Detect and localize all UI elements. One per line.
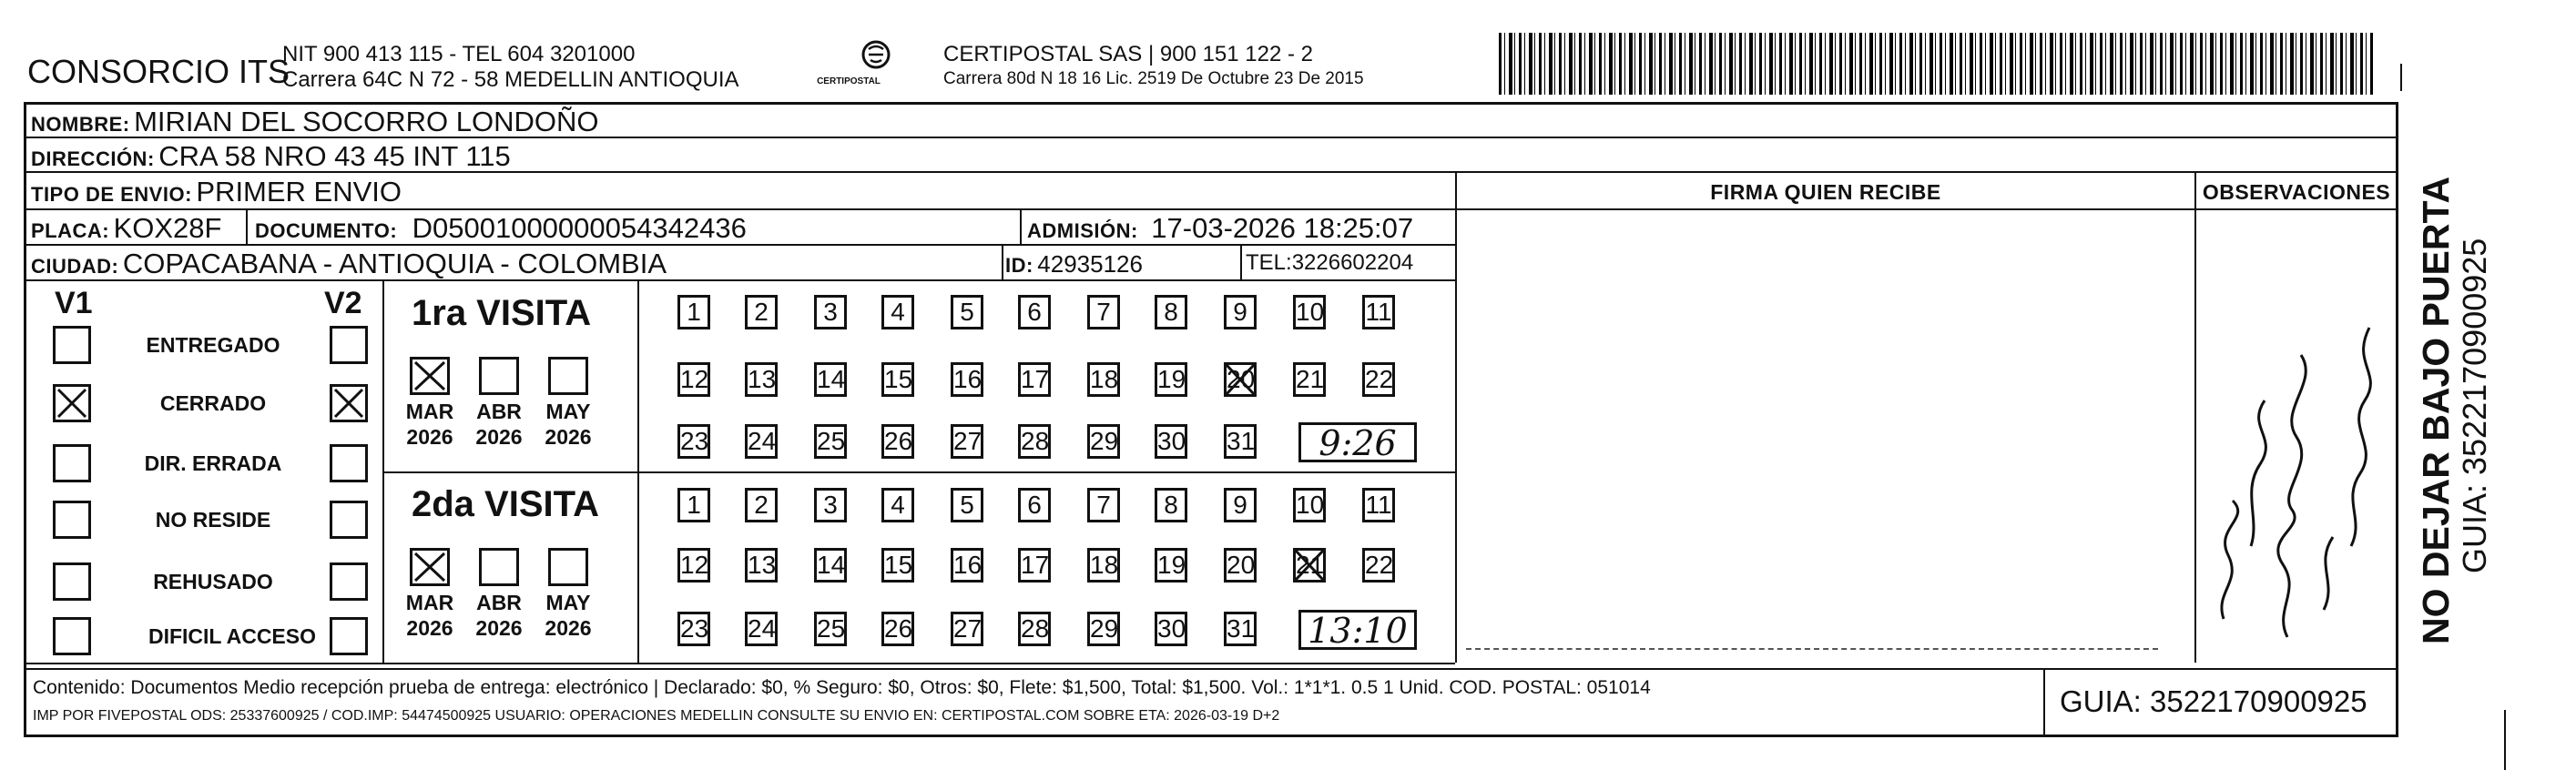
day-checkbox[interactable]: 6	[1018, 295, 1051, 329]
barcode	[1499, 33, 2373, 95]
day-checkbox[interactable]: 5	[951, 295, 983, 329]
day-checkbox[interactable]: 23	[677, 612, 710, 646]
check-mark-icon	[56, 387, 88, 420]
day-checkbox[interactable]: 4	[881, 488, 914, 522]
visit-year-label: 2026	[475, 425, 523, 449]
day-checkbox[interactable]: 11	[1362, 488, 1395, 522]
day-checkbox[interactable]: 27	[951, 424, 983, 459]
day-checkbox[interactable]: 22	[1362, 548, 1395, 583]
footer-contents: Contenido: Documentos Medio recepción prueba de entrega: electrónico | Declarado: $0, % Seguro: $0, Otros: $0, Flete: $1,500, Total: $1,500. Vol.: 1*1*1. 0.5 1 Unid. COD. POSTAL: 051014	[33, 677, 1651, 698]
day-checkbox[interactable]: 2	[745, 488, 778, 522]
day-checkbox[interactable]: 30	[1155, 612, 1187, 646]
firma-header: FIRMA QUIEN RECIBE	[1710, 180, 1941, 204]
nombre-value: MIRIAN DEL SOCORRO LONDOÑO	[134, 106, 599, 137]
day-checkbox[interactable]: 10	[1293, 295, 1326, 329]
status-v1-checkbox[interactable]	[53, 326, 91, 364]
nombre-row	[31, 106, 598, 138]
status-label: ENTREGADO	[146, 333, 280, 357]
id-row	[1005, 250, 1143, 279]
day-checkbox[interactable]: 19	[1155, 548, 1187, 583]
v1-label: V1	[55, 286, 93, 320]
visit-time-field[interactable]: 9:26	[1298, 422, 1417, 462]
status-label: NO RESIDE	[155, 508, 271, 532]
day-checkbox[interactable]: 18	[1087, 362, 1120, 397]
day-checkbox[interactable]: 25	[814, 424, 847, 459]
company-line-1: NIT 900 413 115 - TEL 604 3201000	[282, 42, 636, 66]
check-mark-icon	[412, 360, 447, 392]
ciudad-label: CIUDAD:	[31, 255, 119, 278]
status-label: DIFICIL ACCESO	[148, 624, 316, 648]
admision-value: 17-03-2026 18:25:07	[1151, 212, 1414, 244]
visit-month-label: ABR	[476, 591, 522, 614]
status-v2-checkbox[interactable]	[330, 562, 368, 601]
status-v2-checkbox[interactable]	[330, 617, 368, 655]
side-warning: NO DEJAR BAJO PUERTA	[2415, 176, 2457, 644]
status-v1-checkbox[interactable]	[53, 617, 91, 655]
logo-text: CERTIPOSTAL	[817, 76, 881, 86]
day-checkbox[interactable]: 1	[677, 488, 710, 522]
direccion-row	[31, 140, 511, 173]
day-checkbox[interactable]: 24	[745, 424, 778, 459]
status-label: DIR. ERRADA	[144, 451, 282, 475]
day-checkbox[interactable]: 13	[745, 548, 778, 583]
carrier-line-1: CERTIPOSTAL SAS | 900 151 122 - 2	[943, 42, 1313, 66]
ciudad-value: COPACABANA - ANTIOQUIA - COLOMBIA	[122, 248, 667, 279]
status-v2-checkbox[interactable]	[330, 501, 368, 539]
day-checkbox[interactable]: 3	[814, 295, 847, 329]
company-line-2: Carrera 64C N 72 - 58 MEDELLIN ANTIOQUIA	[282, 67, 739, 92]
footer-print-info: IMP POR FIVEPOSTAL ODS: 25337600925 / COD.IMP: 54474500925 USUARIO: OPERACIONES MEDELLIN CONSULTE SU ENVIO EN: CERTIPOSTAL.COM SOBRE ETA: 2026-03-19 D+2	[33, 708, 1280, 724]
visit-month-checkbox[interactable]	[548, 548, 588, 586]
visit-month-label: ABR	[476, 400, 522, 423]
day-checkbox[interactable]: 18	[1087, 548, 1120, 583]
placa-label: PLACA:	[31, 219, 110, 242]
visit-1-title: 1ra VISITA	[412, 293, 592, 333]
side-guia: GUIA: 3522170900925	[2456, 238, 2493, 573]
status-label: CERRADO	[159, 391, 267, 415]
admision-row	[1027, 212, 1413, 245]
visit-month-label: MAY	[545, 591, 591, 614]
footer-guia: GUIA: 3522170900925	[2060, 684, 2367, 718]
day-checkbox[interactable]: 3	[814, 488, 847, 522]
documento-value: D05001000000054342436	[412, 212, 747, 244]
day-checkbox[interactable]: 21	[1293, 362, 1326, 397]
day-checkbox[interactable]: 22	[1362, 362, 1395, 397]
day-checkbox[interactable]: 25	[814, 612, 847, 646]
day-checkbox[interactable]: 9	[1224, 295, 1257, 329]
visit-year-label: 2026	[545, 616, 592, 640]
direccion-value: CRA 58 NRO 43 45 INT 115	[158, 140, 511, 172]
day-checkbox[interactable]: 11	[1362, 295, 1395, 329]
visit-month-label: MAR	[405, 400, 454, 423]
carrier-line-2: Carrera 80d N 18 16 Lic. 2519 De Octubre 23 De 2015	[943, 69, 1364, 88]
visit-month-checkbox[interactable]	[479, 548, 519, 586]
day-check-mark	[1293, 548, 1326, 583]
day-checkbox[interactable]: 14	[814, 548, 847, 583]
check-mark-icon	[1224, 362, 1257, 397]
admision-label: ADMISIÓN:	[1027, 219, 1138, 242]
status-v2-checkbox[interactable]	[330, 444, 368, 482]
observations-handwriting	[2196, 291, 2397, 655]
day-checkbox[interactable]: 17	[1018, 362, 1051, 397]
placa-row	[31, 212, 221, 245]
day-checkbox[interactable]: 29	[1087, 424, 1120, 459]
status-v2-checkbox[interactable]	[330, 326, 368, 364]
day-checkbox[interactable]: 16	[951, 548, 983, 583]
visit-month-checkbox[interactable]	[410, 548, 450, 586]
company-name: CONSORCIO ITS	[27, 53, 290, 90]
status-v1-checkbox[interactable]	[53, 562, 91, 601]
tel-value: 3226602204	[1291, 250, 1414, 275]
direccion-label: DIRECCIÓN:	[31, 147, 155, 170]
tipo-envio-label: TIPO DE ENVIO:	[31, 183, 192, 206]
check-mark-icon	[332, 387, 365, 420]
ciudad-row	[31, 248, 667, 280]
day-checkbox[interactable]: 31	[1224, 612, 1257, 646]
visit-year-label: 2026	[406, 425, 453, 449]
day-checkbox[interactable]: 13	[745, 362, 778, 397]
visit-month-label: MAR	[405, 591, 454, 614]
day-checkbox[interactable]: 8	[1155, 488, 1187, 522]
visit-year-label: 2026	[545, 425, 592, 449]
visit-month-checkbox[interactable]	[548, 357, 588, 395]
day-checkbox[interactable]: 12	[677, 548, 710, 583]
day-checkbox[interactable]: 6	[1018, 488, 1051, 522]
visit-month-checkbox[interactable]	[479, 357, 519, 395]
day-checkbox[interactable]: 10	[1293, 488, 1326, 522]
tel-label: TEL:	[1246, 250, 1292, 275]
visit-time-field[interactable]: 13:10	[1298, 610, 1417, 650]
certipostal-logo	[817, 36, 881, 95]
tipo-envio-value: PRIMER ENVIO	[196, 176, 402, 208]
documento-label: DOCUMENTO:	[255, 219, 398, 242]
day-checkbox[interactable]: 28	[1018, 424, 1051, 459]
day-checkbox[interactable]: 20	[1224, 362, 1257, 397]
check-mark-icon	[412, 551, 447, 583]
id-value: 42935126	[1037, 250, 1143, 278]
placa-value: KOX28F	[113, 212, 222, 244]
status-v1-checkbox[interactable]	[53, 384, 91, 422]
day-checkbox[interactable]: 4	[881, 295, 914, 329]
day-checkbox[interactable]: 26	[881, 424, 914, 459]
day-checkbox[interactable]: 7	[1087, 295, 1120, 329]
day-checkbox[interactable]: 17	[1018, 548, 1051, 583]
observaciones-header: OBSERVACIONES	[2202, 180, 2391, 204]
day-checkbox[interactable]: 12	[677, 362, 710, 397]
visit-year-label: 2026	[406, 616, 453, 640]
day-checkbox[interactable]: 15	[881, 362, 914, 397]
day-checkbox[interactable]: 1	[677, 295, 710, 329]
tipo-envio-row	[31, 176, 402, 208]
nombre-label: NOMBRE:	[31, 113, 130, 136]
day-checkbox[interactable]: 28	[1018, 612, 1051, 646]
day-checkbox[interactable]: 23	[677, 424, 710, 459]
day-checkbox[interactable]: 8	[1155, 295, 1187, 329]
day-checkbox[interactable]: 21	[1293, 548, 1326, 583]
day-checkbox[interactable]: 19	[1155, 362, 1187, 397]
day-checkbox[interactable]: 15	[881, 548, 914, 583]
day-checkbox[interactable]: 5	[951, 488, 983, 522]
id-label: ID:	[1005, 254, 1033, 277]
day-checkbox[interactable]: 31	[1224, 424, 1257, 459]
tel-row	[1246, 250, 1413, 276]
visit-2-title: 2da VISITA	[412, 484, 599, 524]
day-checkbox[interactable]: 16	[951, 362, 983, 397]
check-mark-icon	[1293, 548, 1326, 583]
visit-month-checkbox[interactable]	[410, 357, 450, 395]
status-label: REHUSADO	[153, 570, 273, 593]
v2-label: V2	[324, 286, 362, 320]
signature-line	[1466, 648, 2158, 650]
day-checkbox[interactable]: 30	[1155, 424, 1187, 459]
day-checkbox[interactable]: 26	[881, 612, 914, 646]
day-checkbox[interactable]: 27	[951, 612, 983, 646]
day-checkbox[interactable]: 14	[814, 362, 847, 397]
day-checkbox[interactable]: 20	[1224, 548, 1257, 583]
day-checkbox[interactable]: 2	[745, 295, 778, 329]
status-v1-checkbox[interactable]	[53, 501, 91, 539]
day-checkbox[interactable]: 29	[1087, 612, 1120, 646]
day-check-mark	[1224, 362, 1257, 397]
day-checkbox[interactable]: 24	[745, 612, 778, 646]
visit-month-label: MAY	[545, 400, 591, 423]
visit-year-label: 2026	[475, 616, 523, 640]
documento-row	[255, 212, 747, 245]
day-checkbox[interactable]: 9	[1224, 488, 1257, 522]
status-v1-checkbox[interactable]	[53, 444, 91, 482]
status-v2-checkbox[interactable]	[330, 384, 368, 422]
day-checkbox[interactable]: 7	[1087, 488, 1120, 522]
